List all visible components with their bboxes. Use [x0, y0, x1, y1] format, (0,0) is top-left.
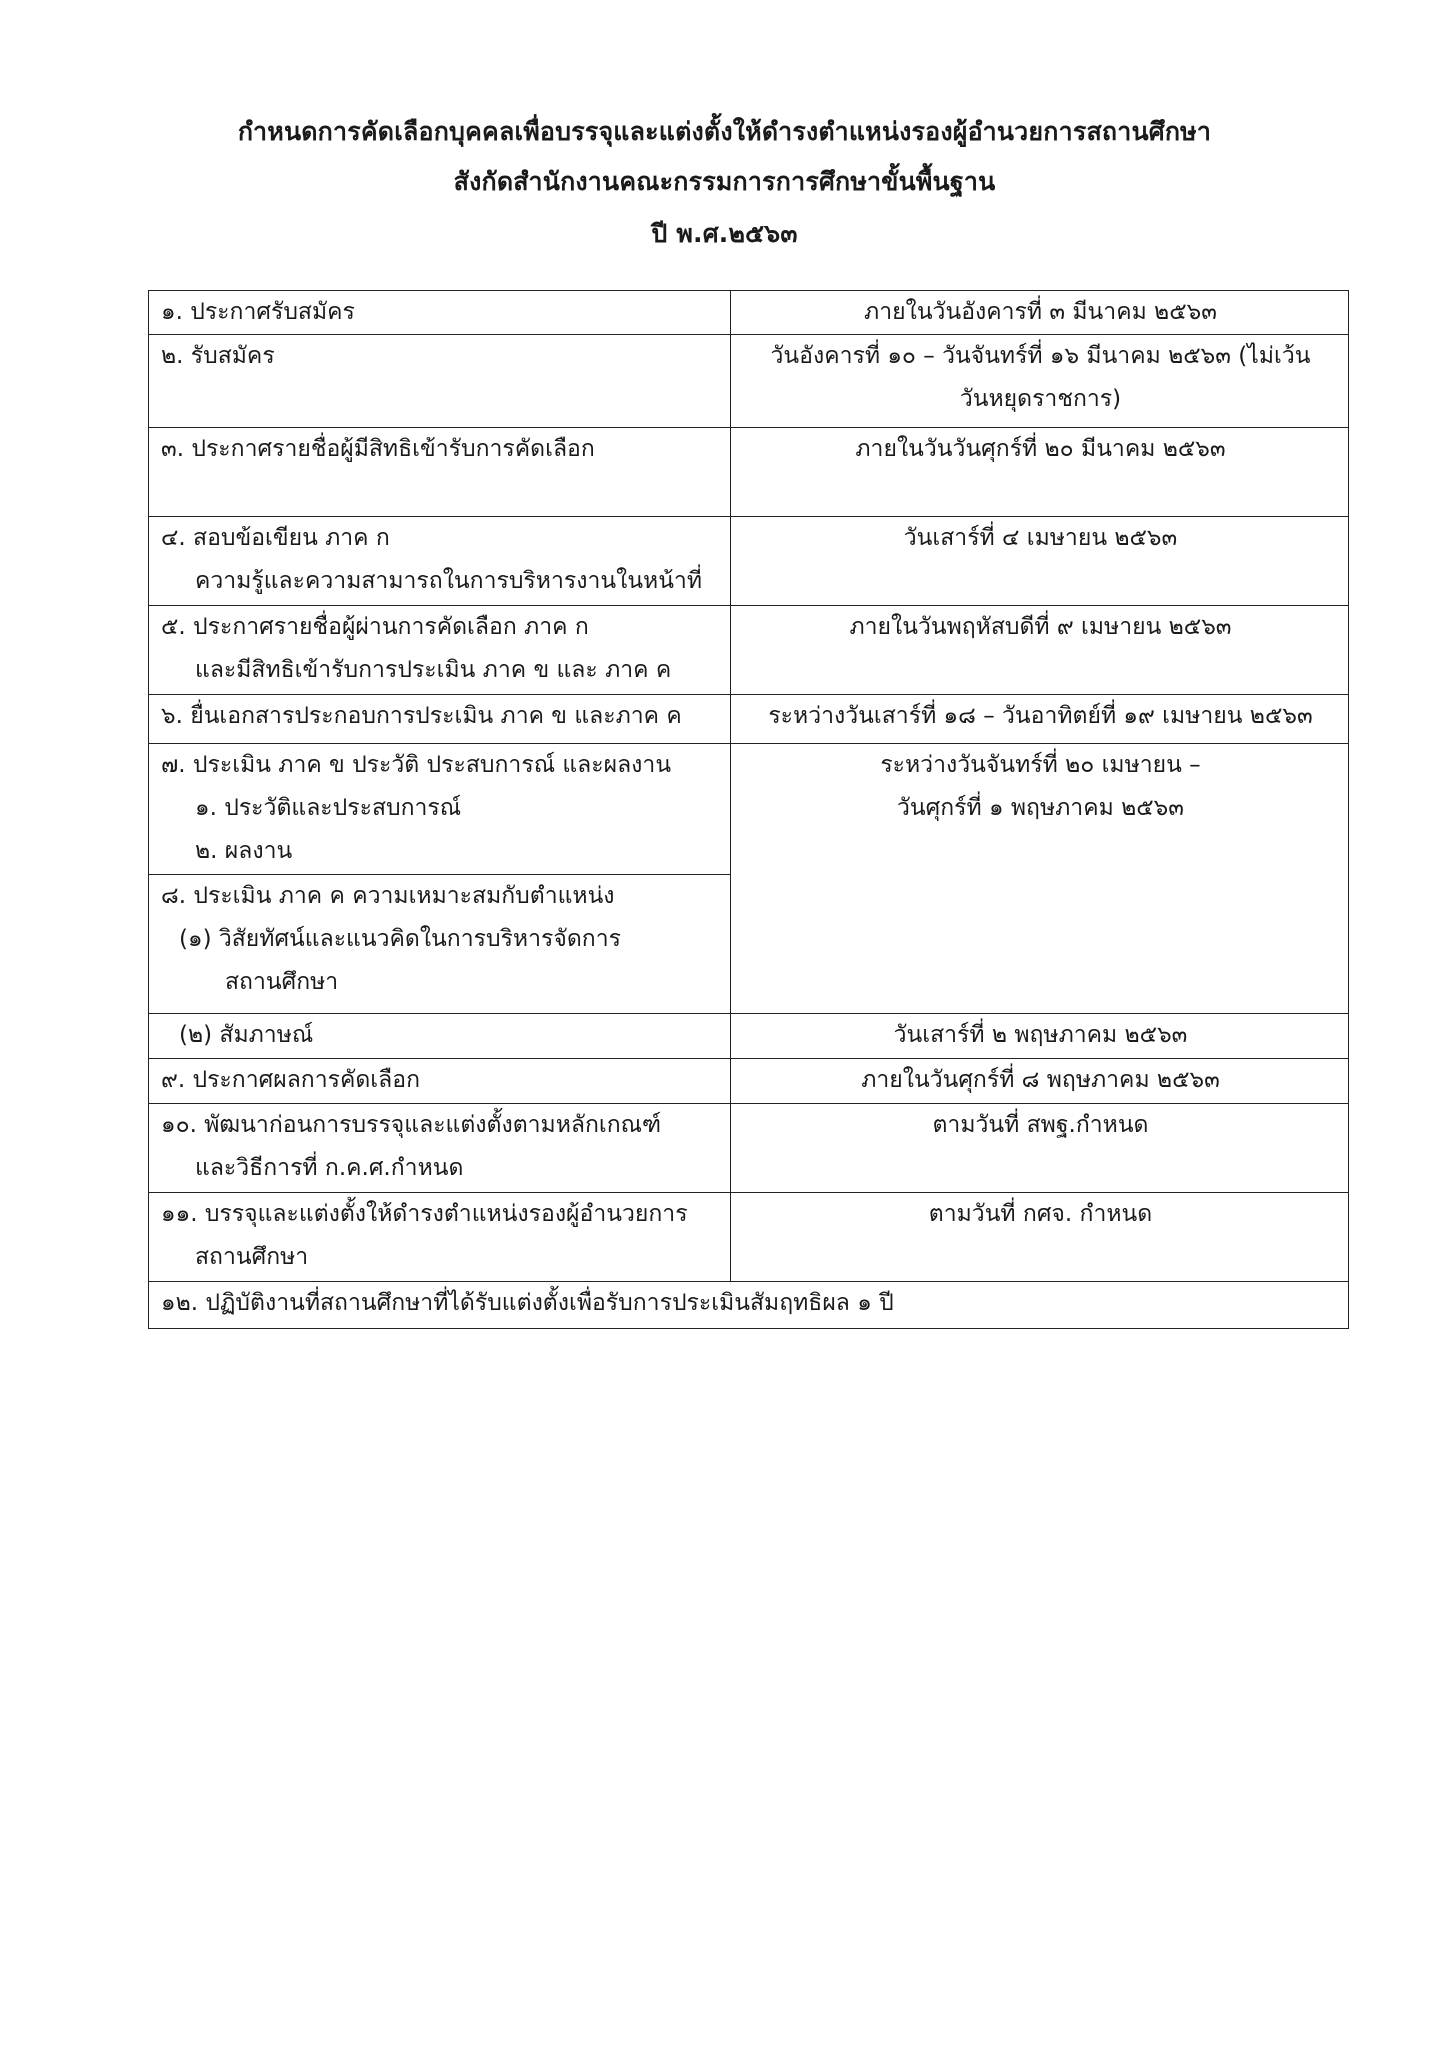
step-line: สถานศึกษา: [195, 1244, 309, 1270]
date-cell: ภายในวันอังคารที่ ๓ มีนาคม ๒๕๖๓: [731, 291, 1349, 335]
date-cell: ระหว่างวันเสาร์ที่ ๑๘ – วันอาทิตย์ที่ ๑๙ เมษายน ๒๕๖๓: [731, 695, 1349, 744]
step-cell: [149, 1104, 731, 1193]
date-cell: ตามวันที่ กศจ. กำหนด: [731, 1193, 1349, 1282]
step-cell: [149, 875, 731, 1014]
step-cell: ๑. ประกาศรับสมัคร: [149, 291, 731, 335]
date-line: ระหว่างวันจันทร์ที่ ๒๐ เมษายน –: [880, 752, 1201, 778]
document-year: ปี พ.ศ.๒๕๖๓: [651, 219, 798, 248]
table-row: [149, 428, 1349, 517]
step-line: ๕. ประกาศรายชื่อผู้ผ่านการคัดเลือก ภาค ก: [161, 614, 589, 640]
date-line: วันหยุดราชการ): [959, 386, 1122, 412]
step-cell: [149, 744, 731, 875]
table-row: [149, 1104, 1349, 1193]
table-row: [149, 1193, 1349, 1282]
step-cell: [149, 517, 731, 606]
table-row: [149, 1014, 1349, 1059]
table-row: [149, 744, 1349, 875]
date-line: วันอังคารที่ ๑๐ – วันจันทร์ที่ ๑๖ มีนาคม ๒๕๖๓ (ไม่เว้น: [770, 343, 1311, 369]
table-row: [149, 606, 1349, 695]
date-cell: วันเสาร์ที่ ๔ เมษายน ๒๕๖๓: [731, 517, 1349, 606]
date-cell: ภายในวันศุกร์ที่ ๘ พฤษภาคม ๒๕๖๓: [731, 1059, 1349, 1104]
step-line: ๗. ประเมิน ภาค ข ประวัติ ประสบการณ์ และผลงาน: [161, 752, 672, 778]
table-row: [149, 1282, 1349, 1329]
step-cell: ๒. รับสมัคร: [149, 335, 731, 428]
step-cell: ๖. ยื่นเอกสารประกอบการประเมิน ภาค ข และภาค ค: [149, 695, 731, 744]
table-row: [149, 695, 1349, 744]
date-cell: ภายในวันพฤหัสบดีที่ ๙ เมษายน ๒๕๖๓: [731, 606, 1349, 695]
step-line: ๘. ประเมิน ภาค ค ความเหมาะสมกับตำแหน่ง: [161, 883, 615, 909]
step-line: และวิธีการที่ ก.ค.ศ.กำหนด: [195, 1155, 464, 1181]
date-cell: [731, 335, 1349, 428]
table-row: [149, 335, 1349, 428]
step-line: สถานศึกษา: [225, 969, 339, 995]
date-cell: วันเสาร์ที่ ๒ พฤษภาคม ๒๕๖๓: [731, 1014, 1349, 1059]
schedule-table: [148, 290, 1349, 1329]
step-line: ๑๐. พัฒนาก่อนการบรรจุและแต่งตั้งตามหลักเกณฑ์: [161, 1112, 662, 1138]
step-line: ๑๑. บรรจุและแต่งตั้งให้ดำรงตำแหน่งรองผู้อำนวยการ: [161, 1201, 688, 1227]
table-row: [149, 1059, 1349, 1104]
table-row: [149, 291, 1349, 335]
step-cell: ๓. ประกาศรายชื่อผู้มีสิทธิเข้ารับการคัดเลือก: [149, 428, 731, 517]
document-title: กำหนดการคัดเลือกบุคคลเพื่อบรรจุและแต่งตั้งให้ดำรงตำแหน่งรองผู้อำนวยการสถานศึกษา: [237, 117, 1212, 146]
step-cell: [149, 1014, 731, 1059]
step-line: ความรู้และความสามารถในการบริหารงานในหน้าที่: [195, 568, 702, 594]
step-line: (๒) สัมภาษณ์: [179, 1022, 314, 1048]
date-line: วันศุกร์ที่ ๑ พฤษภาคม ๒๕๖๓: [897, 795, 1184, 821]
step-cell: [149, 606, 731, 695]
step-line: ๒. ผลงาน: [195, 838, 293, 864]
date-cell: ตามวันที่ สพฐ.กำหนด: [731, 1104, 1349, 1193]
step-line: ๑. ประวัติและประสบการณ์: [195, 795, 462, 821]
step-cell: [149, 1193, 731, 1282]
step-line: (๑) วิสัยทัศน์และแนวคิดในการบริหารจัดการ: [179, 926, 621, 952]
document-subtitle: สังกัดสำนักงานคณะกรรมการการศึกษาขั้นพื้นฐาน: [453, 167, 996, 196]
step-cell: ๙. ประกาศผลการคัดเลือก: [149, 1059, 731, 1104]
step-cell: ๑๒. ปฏิบัติงานที่สถานศึกษาที่ได้รับแต่งตั้งเพื่อรับการประเมินสัมฤทธิผล ๑ ปี: [149, 1282, 1349, 1329]
table-row: [149, 517, 1349, 606]
step-line: ๔. สอบข้อเขียน ภาค ก: [161, 525, 390, 551]
date-cell: [731, 744, 1349, 1014]
date-cell: ภายในวันวันศุกร์ที่ ๒๐ มีนาคม ๒๕๖๓: [731, 428, 1349, 517]
step-line: และมีสิทธิเข้ารับการประเมิน ภาค ข และ ภาค ค: [195, 657, 672, 683]
